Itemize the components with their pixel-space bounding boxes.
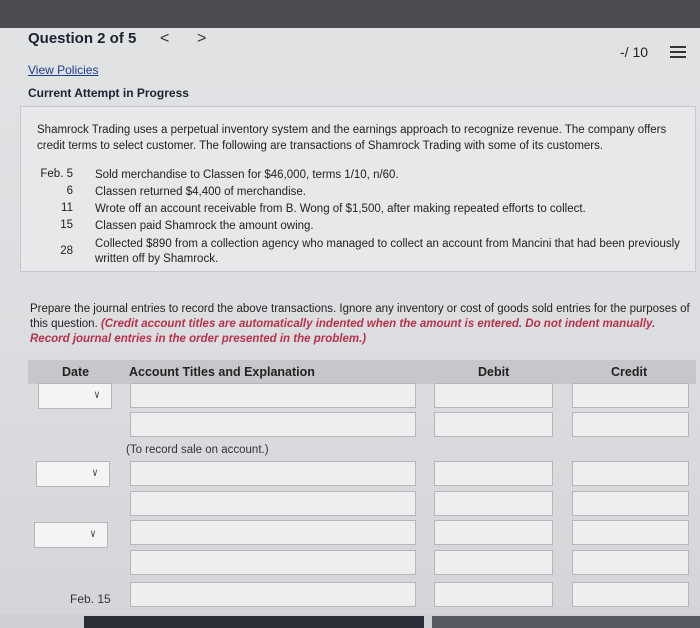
debit-input[interactable] — [434, 412, 553, 437]
transaction-date: 6 — [66, 185, 73, 197]
transaction-text: Wrote off an account receivable from B. Wong of $1,500, after making repeated efforts to collect. — [95, 203, 586, 215]
credit-column-header: Credit — [611, 365, 648, 379]
account-title-input[interactable] — [130, 582, 416, 607]
question-score: -/ 10 — [620, 44, 649, 60]
transaction-date: 11 — [61, 202, 73, 214]
account-title-input[interactable] — [130, 520, 416, 545]
attempt-status: Current Attempt in Progress — [28, 86, 189, 100]
entry-date-label: Feb. 15 — [70, 592, 111, 606]
transaction-text: Classen returned $4,400 of merchandise. — [95, 186, 306, 198]
debit-input[interactable] — [434, 461, 553, 486]
taskbar-segment — [84, 616, 424, 628]
previous-question-button[interactable]: < — [160, 30, 170, 47]
question-counter: Question 2 of 5 — [28, 30, 137, 47]
transaction-date: Feb. 5 — [40, 168, 73, 180]
account-title-input[interactable] — [130, 550, 416, 575]
credit-input[interactable] — [572, 582, 689, 607]
debit-input[interactable] — [434, 491, 553, 516]
date-select[interactable] — [36, 461, 110, 487]
next-question-button[interactable]: > — [197, 30, 207, 47]
credit-input[interactable] — [572, 383, 689, 408]
instructions — [30, 302, 690, 347]
instructions-text: Prepare the journal entries to record the above transactions. Ignore any inventory or cost of goods sold entries for the purposes of this question. — [30, 303, 690, 330]
account-title-input[interactable] — [130, 412, 416, 437]
date-column-header: Date — [62, 365, 90, 379]
credit-input[interactable] — [572, 461, 689, 486]
taskbar-segment — [432, 616, 700, 628]
browser-top-bar — [0, 0, 700, 28]
transaction-text: Classen paid Shamrock the amount owing. — [95, 220, 314, 232]
credit-input[interactable] — [572, 550, 689, 575]
account-title-input[interactable] — [130, 383, 416, 408]
date-select[interactable] — [34, 522, 108, 548]
problem-intro: Shamrock Trading uses a perpetual inventory system and the earnings approach to recognize revenue. The company offers credit terms to select customer. The following are transactions of Shamrock Trading with some of its customers. — [37, 124, 667, 152]
transaction-date: 15 — [60, 219, 73, 231]
account-title-input[interactable] — [130, 461, 416, 486]
account-title-input[interactable] — [130, 491, 416, 516]
transaction-date: 28 — [60, 245, 73, 257]
view-policies-link[interactable]: View Policies — [28, 63, 99, 77]
question-list-icon[interactable] — [670, 46, 686, 60]
credit-input[interactable] — [572, 520, 689, 545]
instructions-note: (Credit account titles are automatically indented when the amount is entered. Do not indent manually. Record journal entries in the order presented in the problem.) — [30, 318, 656, 345]
debit-input[interactable] — [434, 550, 553, 575]
debit-input[interactable] — [434, 383, 553, 408]
chevron-down-icon: ∨ — [93, 389, 101, 401]
transaction-text: Collected $890 from a collection agency who managed to collect an account from Mancini that had been previously written off by Shamrock. — [95, 238, 680, 265]
debit-column-header: Debit — [478, 365, 510, 379]
entry-explanation: (To record sale on account.) — [126, 444, 269, 456]
debit-input[interactable] — [434, 520, 553, 545]
chevron-down-icon: ∨ — [91, 467, 99, 479]
credit-input[interactable] — [572, 412, 689, 437]
account-column-header: Account Titles and Explanation — [129, 365, 315, 379]
credit-input[interactable] — [572, 491, 689, 516]
transaction-text: Sold merchandise to Classen for $46,000, terms 1/10, n/60. — [95, 169, 399, 181]
debit-input[interactable] — [434, 582, 553, 607]
chevron-down-icon: ∨ — [89, 528, 97, 540]
taskbar — [0, 614, 700, 628]
date-select[interactable] — [38, 383, 112, 409]
